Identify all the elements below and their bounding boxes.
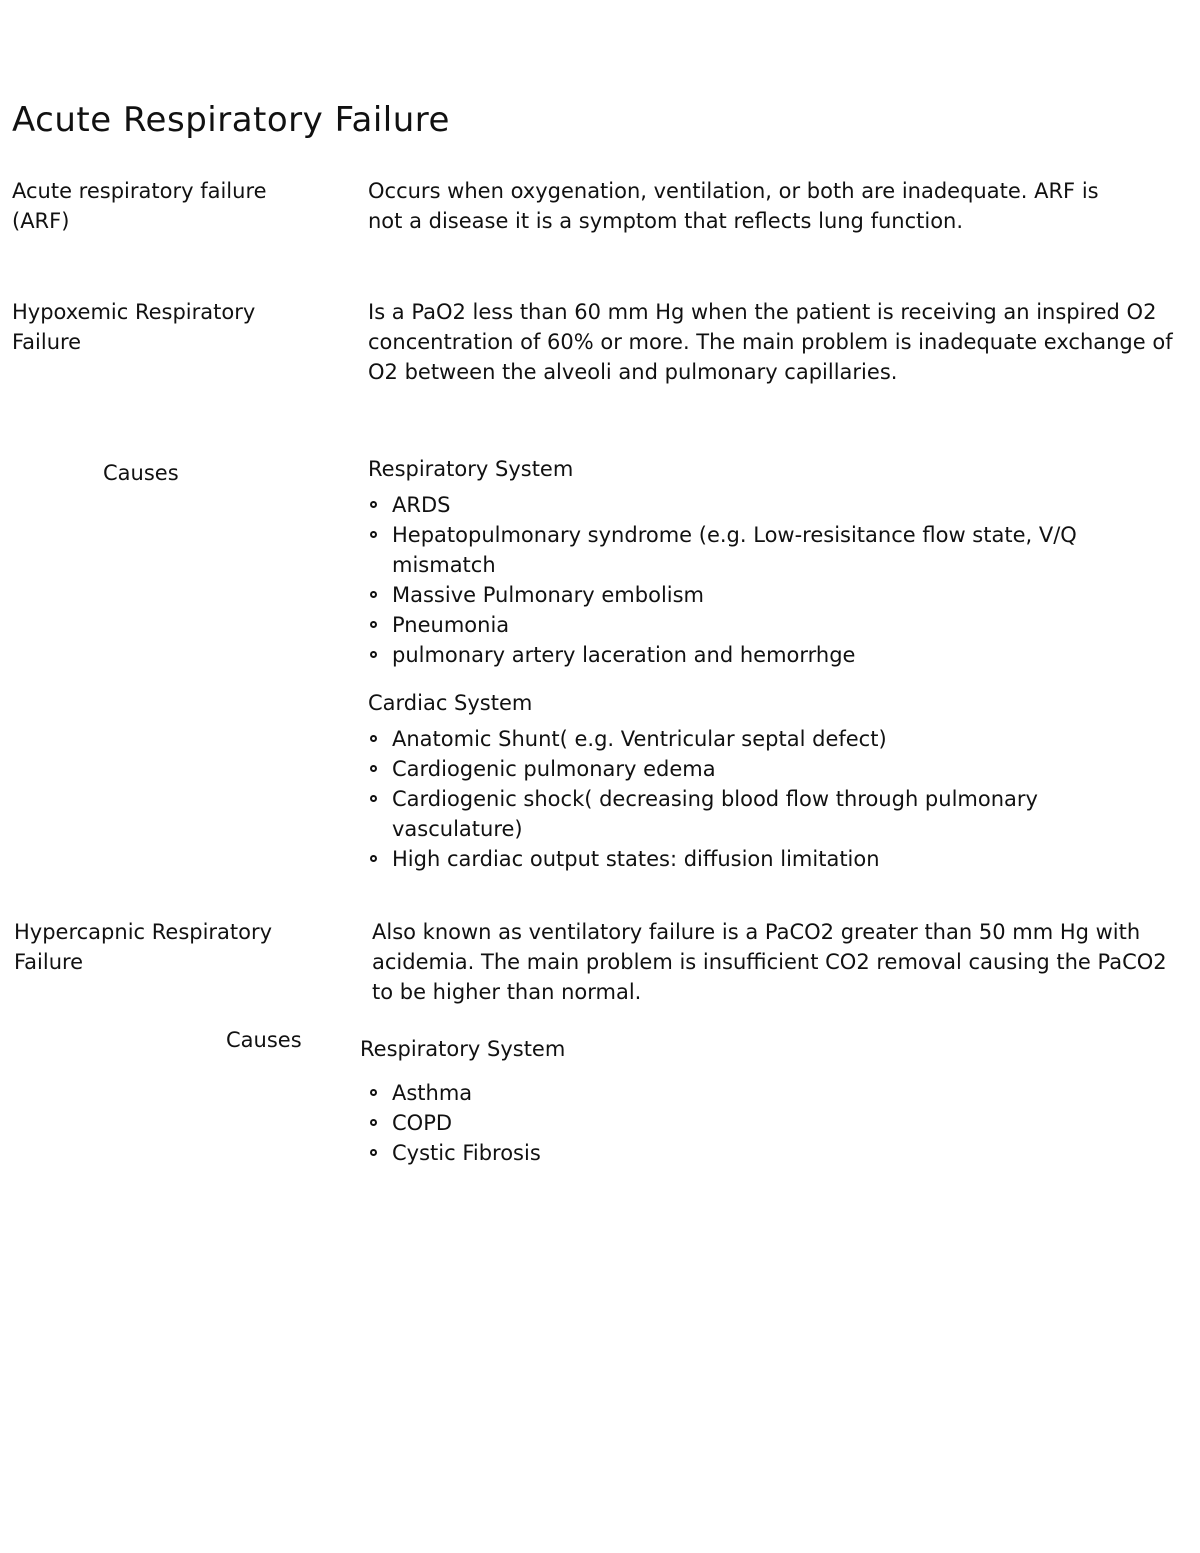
- bullet-icon: [370, 591, 377, 598]
- list-item: Cystic Fibrosis: [366, 1138, 1136, 1168]
- list-item: COPD: [366, 1108, 1136, 1138]
- causes-label-hypoxemic: Causes: [103, 461, 179, 485]
- bullet-icon: [370, 765, 377, 772]
- definition-arf: Occurs when oxygenation, ventilation, or both are inadequate. ARF is not a disease it is a symptom that reflects lung function.: [368, 179, 1099, 233]
- bullet-icon: [370, 621, 377, 628]
- bullet-icon: [370, 795, 377, 802]
- list-item: Cardiogenic shock( decreasing blood flow through pulmonary vasculature): [366, 784, 1136, 844]
- bullet-icon: [370, 855, 377, 862]
- heading-respiratory-system: Respiratory System: [368, 457, 574, 481]
- heading-respiratory-system-hypercapnic: Respiratory System: [360, 1037, 566, 1061]
- list-item: Asthma: [366, 1078, 1136, 1108]
- list-item: Hepatopulmonary syndrome (e.g. Low-resisitance flow state, V/Q mismatch: [366, 520, 1136, 580]
- list-item: ARDS: [366, 490, 1136, 520]
- list-item: Massive Pulmonary embolism: [366, 580, 1136, 610]
- definition-hypoxemic: Is a PaO2 less than 60 mm Hg when the patient is receiving an inspired O2 concentration of 60% or more. The main problem is inadequate exchange of O2 between the alveoli and pulmonary capillaries.: [368, 300, 1173, 384]
- page-title: Acute Respiratory Failure: [12, 100, 450, 140]
- definition-hypercapnic: Also known as ventilatory failure is a PaCO2 greater than 50 mm Hg with acidemia. The main problem is insufficient CO2 removal causing the PaCO2 to be higher than normal.: [372, 920, 1167, 1004]
- list-hypoxemic-cardiac: [366, 724, 1136, 874]
- causes-label-hypercapnic: Causes: [226, 1028, 302, 1052]
- bullet-icon: [370, 651, 377, 658]
- bullet-icon: [370, 501, 377, 508]
- bullet-icon: [370, 1089, 377, 1096]
- term-hypercapnic: Hypercapnic Respiratory Failure: [14, 920, 273, 974]
- list-item: Anatomic Shunt( e.g. Ventricular septal defect): [366, 724, 1136, 754]
- list-hypoxemic-respiratory: [366, 490, 1136, 670]
- list-item: pulmonary artery laceration and hemorrhge: [366, 640, 1136, 670]
- bullet-icon: [370, 1149, 377, 1156]
- term-arf: Acute respiratory failure (ARF): [12, 179, 267, 233]
- term-hypoxemic: Hypoxemic Respiratory Failure: [12, 300, 256, 354]
- bullet-icon: [370, 531, 377, 538]
- list-item: Pneumonia: [366, 610, 1136, 640]
- list-item: Cardiogenic pulmonary edema: [366, 754, 1136, 784]
- list-item: High cardiac output states: diffusion limitation: [366, 844, 1136, 874]
- list-hypercapnic-respiratory: [366, 1078, 1136, 1168]
- bullet-icon: [370, 1119, 377, 1126]
- bullet-icon: [370, 735, 377, 742]
- heading-cardiac-system: Cardiac System: [368, 691, 533, 715]
